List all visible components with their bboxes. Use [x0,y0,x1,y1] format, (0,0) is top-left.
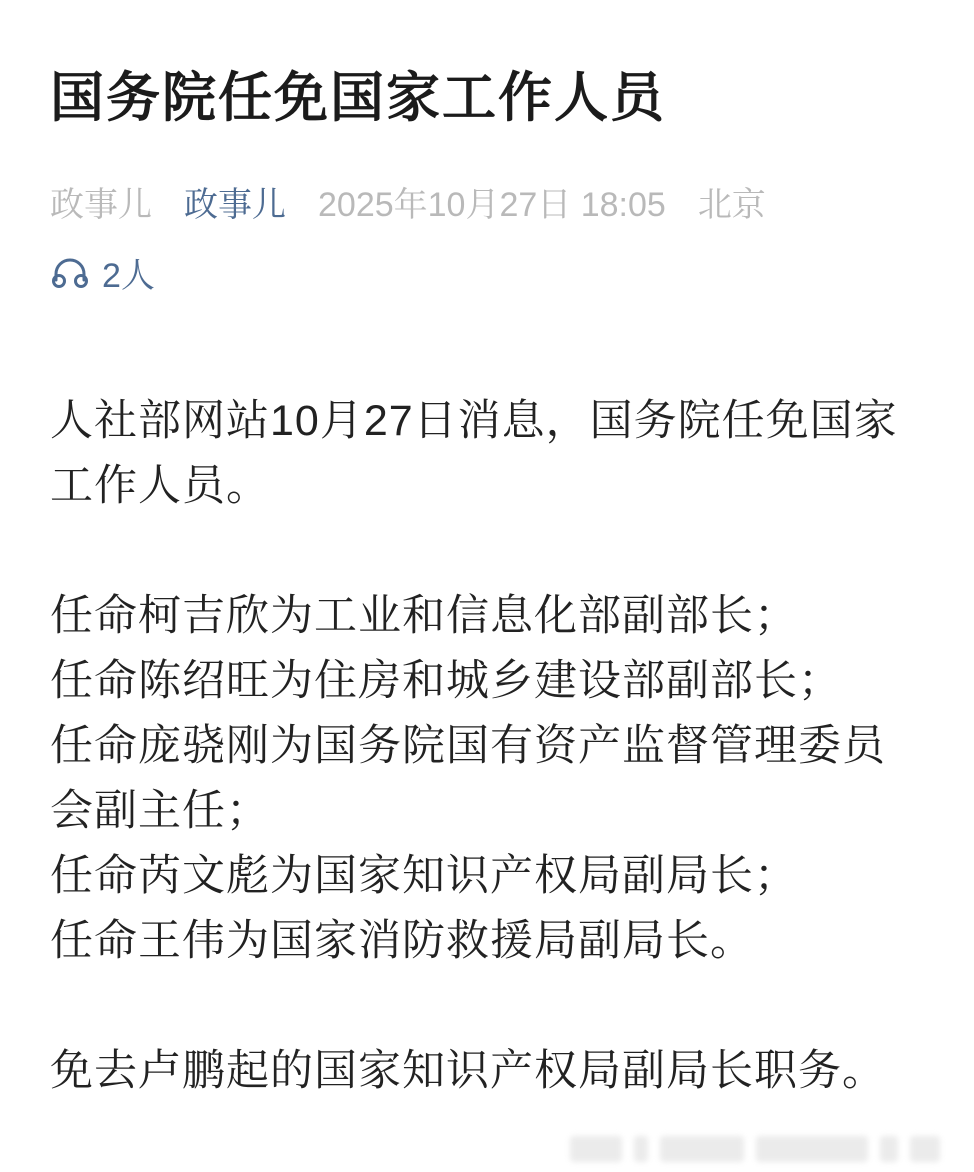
article-line: 任命柯吉欣为工业和信息化部副部长； [50,591,798,640]
headphones-icon [50,253,90,291]
listen-count-button[interactable] [50,248,924,297]
byline [50,177,924,226]
article-line: 任命陈绍旺为住房和城乡建设部副部长； [50,656,842,705]
paragraph-intro [50,389,924,519]
article-line: 免去卢鹏起的国家知识产权局副局长职务。 [50,1046,886,1095]
article-body [50,389,924,1104]
author-link[interactable]: 政事儿 [184,185,286,224]
article-line: 人社部网站10月27日消息，国务院任免国家工作人员。 [50,396,898,510]
article-line: 任命庞骁刚为国务院国有资产监督管理委员会副主任； [50,721,886,835]
publish-datetime: 2025年10月27日 18:05 [318,185,666,224]
paragraph-appointments [50,584,924,974]
paragraph-removal [50,1039,924,1104]
publish-location: 北京 [697,185,766,224]
listen-count-label: 2人 [102,256,155,295]
article-line: 任命王伟为国家消防救援局副局长。 [50,916,754,965]
watermark [570,1136,940,1162]
article-title: 国务院任免国家工作人员 [50,68,666,128]
article-line: 任命芮文彪为国家知识产权局副局长； [50,851,798,900]
source-name: 政事儿 [50,185,152,224]
